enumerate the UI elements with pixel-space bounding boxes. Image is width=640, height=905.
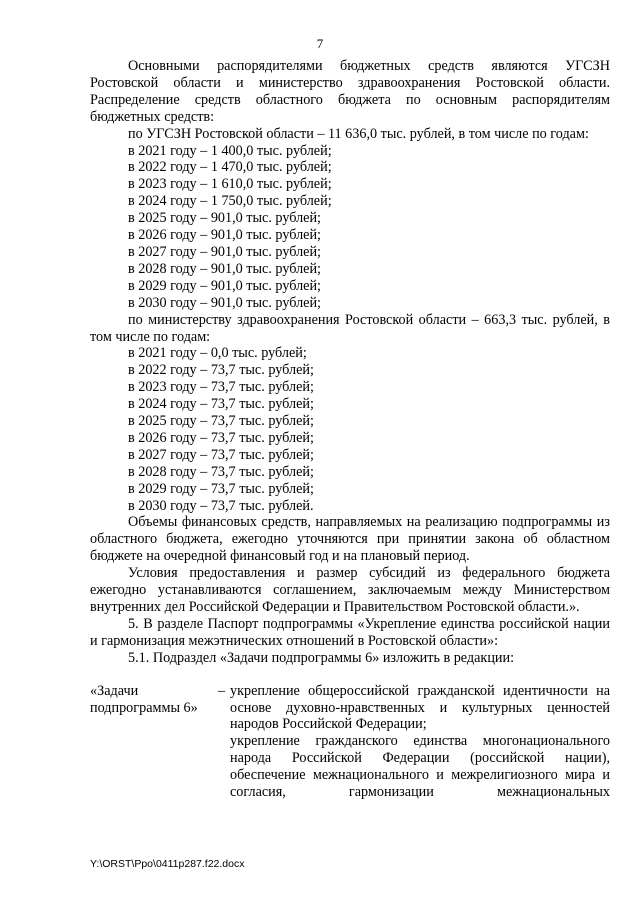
list-item: в 2024 году – 1 750,0 тыс. рублей; <box>128 193 332 210</box>
list-item: в 2022 году – 1 470,0 тыс. рублей; <box>128 159 332 176</box>
list-item: в 2026 году – 73,7 тыс. рублей; <box>128 429 314 446</box>
list-item: в 2030 году – 73,7 тыс. рублей. <box>128 497 314 514</box>
tasks-list <box>230 683 610 801</box>
list-item: в 2025 году – 901,0 тыс. рублей; <box>128 210 321 227</box>
page-number: 7 <box>316 36 324 51</box>
list-item: в 2026 году – 901,0 тыс. рублей; <box>128 227 321 244</box>
subprogram-tasks-block <box>90 683 610 801</box>
paragraph-section-5-1: 5.1. Подраздел «Задачи подпрограммы 6» изложить в редакции: <box>128 649 515 666</box>
file-path-footer: Y:\ORST\Ppo\0411p287.f22.docx <box>90 858 245 870</box>
list-item: в 2030 году – 901,0 тыс. рублей; <box>128 294 321 311</box>
list-item: в 2029 году – 901,0 тыс. рублей; <box>128 277 321 294</box>
document-body <box>90 58 610 801</box>
list-item: в 2021 году – 1 400,0 тыс. рублей; <box>128 142 332 159</box>
paragraph-ugszn-total: по УГСЗН Ростовской области – 11 636,0 тыс. рублей, в том числе по годам: <box>128 125 589 142</box>
list-item: в 2022 году – 73,7 тыс. рублей; <box>128 362 314 379</box>
list-item: в 2027 году – 901,0 тыс. рублей; <box>128 243 321 260</box>
list-item: в 2029 году – 73,7 тыс. рублей; <box>128 480 314 497</box>
list-item: в 2024 году – 73,7 тыс. рублей; <box>128 396 314 413</box>
tasks-label: «Задачи подпрограммы 6» <box>90 682 198 716</box>
paragraph-section-5: 5. В разделе Паспорт подпрограммы «Укрепление единства российской нации и гармонизация межэтнических отношений в Ростовской области»: <box>90 615 610 649</box>
list-item: в 2027 году – 73,7 тыс. рублей; <box>128 446 314 463</box>
list-item: в 2023 году – 73,7 тыс. рублей; <box>128 379 314 396</box>
list-item: в 2028 году – 73,7 тыс. рублей; <box>128 463 314 480</box>
list-item: в 2025 году – 73,7 тыс. рублей; <box>128 413 314 430</box>
paragraph-funding-volumes: Объемы финансовых средств, направляемых на реализацию подпрограммы из областного бюджета, ежегодно уточняются при принятии закона об областном бюджете на очередной финансовый год и на плановый период. <box>90 514 610 565</box>
tasks-dash: – <box>218 682 226 699</box>
list-item: в 2023 году – 1 610,0 тыс. рублей; <box>128 176 332 193</box>
paragraph-subsidy-conditions: Условия предоставления и размер субсидий из федерального бюджета ежегодно устанавливаются соглашением, заключаемым между Министерством внутренних дел Российской Федерации и Правительством Ростовской области.». <box>90 565 610 615</box>
paragraph-main-distributors: Основными распорядителями бюджетных средств являются УГСЗН Ростовской области и министерство здравоохранения Ростовской области. Распределение средств областного бюджета по основным распорядителям бюджетных средств: <box>90 58 610 125</box>
paragraph-ministry-total: по министерству здравоохранения Ростовской области – 663,3 тыс. рублей, в том числе по годам: <box>90 311 610 345</box>
task-item: укрепление гражданского единства многонационального народа Российской Федерации (российской нации), обеспечение межнационального и межрелигиозного мира и согласия, гармонизации межнациональных <box>230 733 610 801</box>
list-item: в 2028 году – 901,0 тыс. рублей; <box>128 260 321 277</box>
ministry-year-list <box>90 345 610 514</box>
list-item: в 2021 году – 0,0 тыс. рублей; <box>128 345 307 362</box>
task-item: укрепление общероссийской гражданской идентичности на основе духовно-нравственных и культурных ценностей народов Российской Федерации; <box>230 682 610 733</box>
ugszn-year-list <box>90 143 610 312</box>
